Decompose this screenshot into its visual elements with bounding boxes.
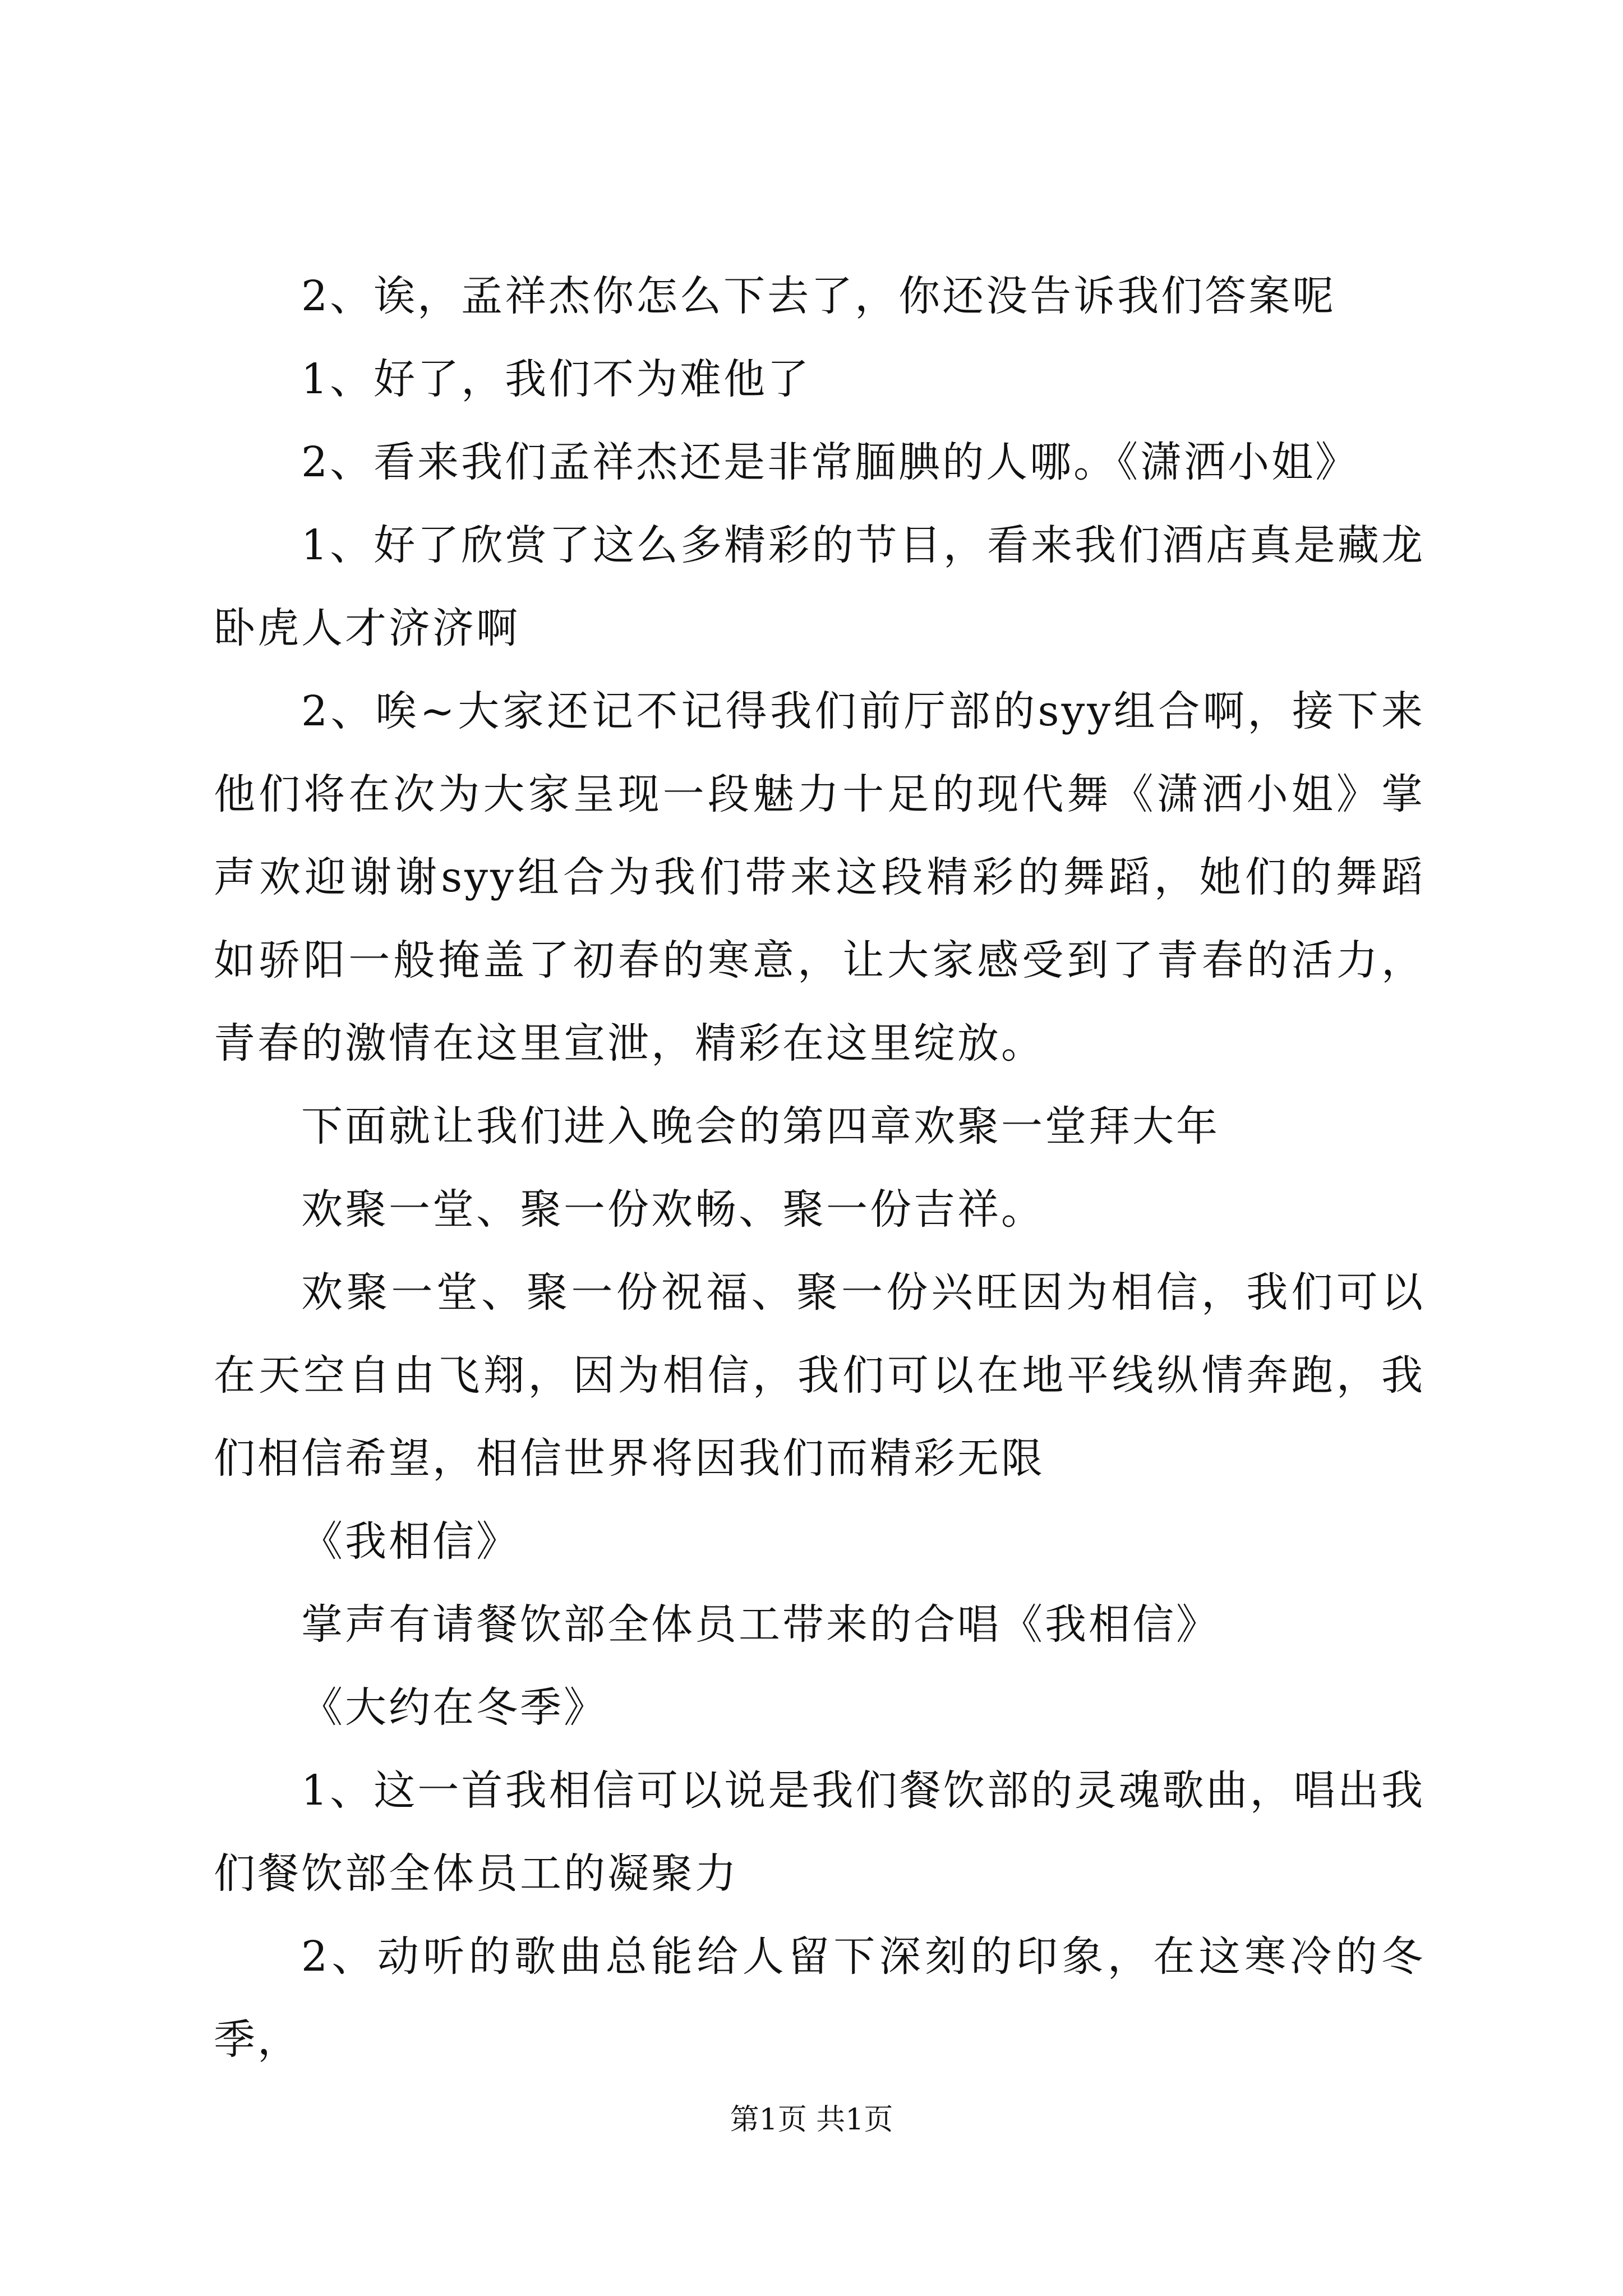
paragraph: 欢聚一堂、聚一份欢畅、聚一份吉祥。 [301, 1185, 1045, 1234]
paragraph: 下面就让我们进入晚会的第四章欢聚一堂拜大年 [301, 1102, 1220, 1151]
paragraph: 2、唉~大家还记不记得我们前厅部的syy组合啊，接下来他们将在次为大家呈现一段魅力十足的现代舞《潇洒小姐》掌声欢迎谢谢syy组合为我们带来这段精彩的舞蹈，她们的舞蹈如骄阳一般掩盖了初春的寒意，让大家感受到了青春的活力，青春的激情在这里宣泄，精彩在这里绽放。 [214, 687, 1425, 1068]
paragraph: 2、动听的歌曲总能给人留下深刻的印象，在这寒冷的冬季， [214, 1932, 1425, 2064]
paragraph: 《大约在冬季》 [301, 1683, 607, 1732]
paragraph: 欢聚一堂、聚一份祝福、聚一份兴旺因为相信，我们可以在天空自由飞翔，因为相信，我们可以在地平线纵情奔跑，我们相信希望，相信世界将因我们而精彩无限 [214, 1268, 1425, 1483]
paragraph: 1、好了，我们不为难他了 [301, 355, 811, 403]
paragraph: 2、看来我们孟祥杰还是非常腼腆的人哪。《潇洒小姐》 [301, 438, 1359, 486]
page-footer: 第1页 共1页 [730, 2103, 893, 2137]
paragraph: 1、这一首我相信可以说是我们餐饮部的灵魂歌曲，唱出我们餐饮部全体员工的凝聚力 [214, 1766, 1425, 1898]
paragraph: 1、好了欣赏了这么多精彩的节目，看来我们酒店真是藏龙卧虎人才济济啊 [214, 521, 1425, 652]
paragraph: 《我相信》 [301, 1517, 520, 1566]
paragraph: 2、诶，孟祥杰你怎么下去了，你还没告诉我们答案呢 [301, 272, 1336, 320]
paragraph: 掌声有请餐饮部全体员工带来的合唱《我相信》 [301, 1600, 1220, 1649]
document-body [214, 255, 1425, 2081]
